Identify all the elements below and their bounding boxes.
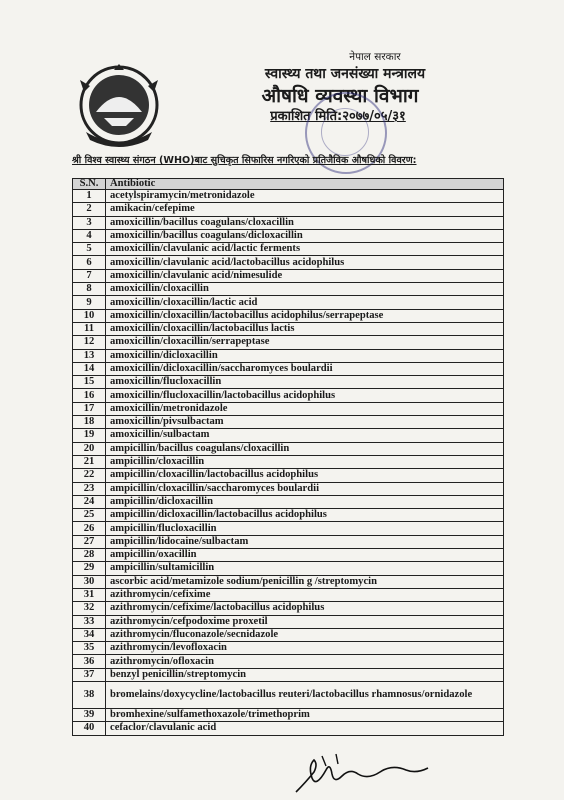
table-row	[73, 349, 504, 362]
row-antibiotic-name: amoxicillin/dicloxacillin	[106, 349, 504, 362]
table-row	[73, 469, 504, 482]
table-row	[73, 708, 504, 721]
row-antibiotic-name: amoxicillin/dicloxacillin/saccharomyces boulardii	[106, 362, 504, 375]
row-antibiotic-name: cefaclor/clavulanic acid	[106, 722, 504, 735]
row-serial-number: 36	[73, 655, 106, 668]
table-row	[73, 602, 504, 615]
row-antibiotic-name: bromelains/doxycycline/lactobacillus reuteri/lactobacillus rhamnosus/ornidazole	[106, 681, 504, 708]
row-antibiotic-name: amoxicillin/pivsulbactam	[106, 416, 504, 429]
antibiotic-table	[72, 178, 504, 736]
row-antibiotic-name: amoxicillin/clavulanic acid/lactobacillus acidophilus	[106, 256, 504, 269]
stamp-inner-ring	[321, 108, 369, 156]
table-row	[73, 681, 504, 708]
table-row	[73, 628, 504, 641]
published-date: प्रकाशित मिति:२०७७/०५/३१	[270, 109, 406, 124]
department-name: औषधि व्यवस्था विभाग	[261, 85, 419, 107]
row-serial-number: 37	[73, 668, 106, 681]
table-row	[73, 296, 504, 309]
table-row	[73, 575, 504, 588]
row-serial-number: 20	[73, 442, 106, 455]
row-antibiotic-name: amoxicillin/cloxacillin/serrapeptase	[106, 336, 504, 349]
table-row	[73, 243, 504, 256]
row-serial-number: 30	[73, 575, 106, 588]
row-serial-number: 33	[73, 615, 106, 628]
row-antibiotic-name: acetylspiramycin/metronidazole	[106, 190, 504, 203]
table-row	[73, 229, 504, 242]
row-antibiotic-name: ampicillin/cloxacillin/saccharomyces boulardii	[106, 482, 504, 495]
row-serial-number: 40	[73, 722, 106, 735]
table-row	[73, 336, 504, 349]
row-serial-number: 25	[73, 509, 106, 522]
table-row	[73, 203, 504, 216]
row-serial-number: 15	[73, 376, 106, 389]
row-serial-number: 24	[73, 495, 106, 508]
row-serial-number: 29	[73, 562, 106, 575]
row-serial-number: 39	[73, 708, 106, 721]
row-serial-number: 32	[73, 602, 106, 615]
ministry-name: स्वास्थ्य तथा जनसंख्या मन्त्रालय	[264, 66, 426, 82]
row-antibiotic-name: amoxicillin/cloxacillin/lactobacillus lactis	[106, 322, 504, 335]
government-name: नेपाल सरकार	[349, 51, 401, 63]
table-row	[73, 322, 504, 335]
row-serial-number: 3	[73, 216, 106, 229]
row-serial-number: 35	[73, 642, 106, 655]
row-antibiotic-name: amikacin/cefepime	[106, 203, 504, 216]
row-antibiotic-name: azithromycin/ofloxacin	[106, 655, 504, 668]
row-serial-number: 9	[73, 296, 106, 309]
table-row	[73, 283, 504, 296]
row-antibiotic-name: azithromycin/cefpodoxime proxetil	[106, 615, 504, 628]
column-header-sn: S.N.	[73, 179, 106, 190]
row-serial-number: 7	[73, 269, 106, 282]
row-serial-number: 26	[73, 522, 106, 535]
row-serial-number: 13	[73, 349, 106, 362]
table-row	[73, 269, 504, 282]
row-serial-number: 14	[73, 362, 106, 375]
row-serial-number: 17	[73, 402, 106, 415]
row-antibiotic-name: amoxicillin/bacillus coagulans/cloxacillin	[106, 216, 504, 229]
table-row	[73, 442, 504, 455]
row-serial-number: 23	[73, 482, 106, 495]
row-serial-number: 5	[73, 243, 106, 256]
table-row	[73, 509, 504, 522]
table-row	[73, 722, 504, 735]
column-header-antibiotic: Antibiotic	[106, 179, 504, 190]
table-row	[73, 562, 504, 575]
row-antibiotic-name: amoxicillin/cloxacillin/lactobacillus acidophilus/serrapeptase	[106, 309, 504, 322]
table-row	[73, 522, 504, 535]
row-antibiotic-name: ampicillin/dicloxacillin	[106, 495, 504, 508]
row-serial-number: 2	[73, 203, 106, 216]
row-antibiotic-name: ampicillin/flucloxacillin	[106, 522, 504, 535]
row-serial-number: 19	[73, 429, 106, 442]
table-row	[73, 256, 504, 269]
row-serial-number: 11	[73, 322, 106, 335]
row-serial-number: 8	[73, 283, 106, 296]
list-caption: श्री विश्व स्वास्थ्य संगठन (WHO)बाट सुचिकृत सिफारिस नगरिएको प्रतिजैविक औषधिको विवरण:	[72, 155, 417, 166]
signature-icon	[292, 752, 432, 796]
row-serial-number: 18	[73, 416, 106, 429]
table-row	[73, 668, 504, 681]
row-serial-number: 1	[73, 190, 106, 203]
row-serial-number: 27	[73, 535, 106, 548]
row-antibiotic-name: amoxicillin/metronidazole	[106, 402, 504, 415]
row-antibiotic-name: ampicillin/dicloxacillin/lactobacillus acidophilus	[106, 509, 504, 522]
row-antibiotic-name: ampicillin/cloxacillin/lactobacillus acidophilus	[106, 469, 504, 482]
row-antibiotic-name: ascorbic acid/metamizole sodium/penicillin g /streptomycin	[106, 575, 504, 588]
row-antibiotic-name: benzyl penicillin/streptomycin	[106, 668, 504, 681]
table-row	[73, 389, 504, 402]
row-antibiotic-name: amoxicillin/flucloxacillin/lactobacillus acidophilus	[106, 389, 504, 402]
row-serial-number: 6	[73, 256, 106, 269]
table-row	[73, 190, 504, 203]
nepal-emblem-icon	[76, 62, 162, 148]
table-row	[73, 362, 504, 375]
table-row	[73, 549, 504, 562]
row-antibiotic-name: ampicillin/oxacillin	[106, 549, 504, 562]
table-row	[73, 402, 504, 415]
row-serial-number: 34	[73, 628, 106, 641]
table-row	[73, 495, 504, 508]
table-row	[73, 482, 504, 495]
row-antibiotic-name: ampicillin/lidocaine/sulbactam	[106, 535, 504, 548]
row-serial-number: 22	[73, 469, 106, 482]
row-serial-number: 21	[73, 455, 106, 468]
table-row	[73, 376, 504, 389]
row-antibiotic-name: amoxicillin/bacillus coagulans/dicloxacillin	[106, 229, 504, 242]
row-serial-number: 4	[73, 229, 106, 242]
table-row	[73, 216, 504, 229]
row-antibiotic-name: amoxicillin/cloxacillin	[106, 283, 504, 296]
row-antibiotic-name: bromhexine/sulfamethoxazole/trimethoprim	[106, 708, 504, 721]
table-row	[73, 309, 504, 322]
row-serial-number: 28	[73, 549, 106, 562]
row-serial-number: 10	[73, 309, 106, 322]
row-antibiotic-name: amoxicillin/sulbactam	[106, 429, 504, 442]
table-row	[73, 535, 504, 548]
row-antibiotic-name: amoxicillin/cloxacillin/lactic acid	[106, 296, 504, 309]
row-antibiotic-name: azithromycin/levofloxacin	[106, 642, 504, 655]
table-row	[73, 455, 504, 468]
table-header-row	[73, 179, 504, 190]
row-serial-number: 31	[73, 588, 106, 601]
row-antibiotic-name: ampicillin/cloxacillin	[106, 455, 504, 468]
row-serial-number: 12	[73, 336, 106, 349]
row-antibiotic-name: amoxicillin/clavulanic acid/lactic ferments	[106, 243, 504, 256]
row-antibiotic-name: amoxicillin/flucloxacillin	[106, 376, 504, 389]
row-antibiotic-name: amoxicillin/clavulanic acid/nimesulide	[106, 269, 504, 282]
row-antibiotic-name: azithromycin/cefixime	[106, 588, 504, 601]
row-serial-number: 38	[73, 681, 106, 708]
table-row	[73, 655, 504, 668]
row-antibiotic-name: ampicillin/bacillus coagulans/cloxacillin	[106, 442, 504, 455]
table-row	[73, 429, 504, 442]
table-row	[73, 416, 504, 429]
row-antibiotic-name: azithromycin/cefixime/lactobacillus acidophilus	[106, 602, 504, 615]
row-antibiotic-name: azithromycin/fluconazole/secnidazole	[106, 628, 504, 641]
table-row	[73, 588, 504, 601]
row-antibiotic-name: ampicillin/sultamicillin	[106, 562, 504, 575]
table-row	[73, 615, 504, 628]
table-row	[73, 642, 504, 655]
table-body	[73, 190, 504, 736]
row-serial-number: 16	[73, 389, 106, 402]
